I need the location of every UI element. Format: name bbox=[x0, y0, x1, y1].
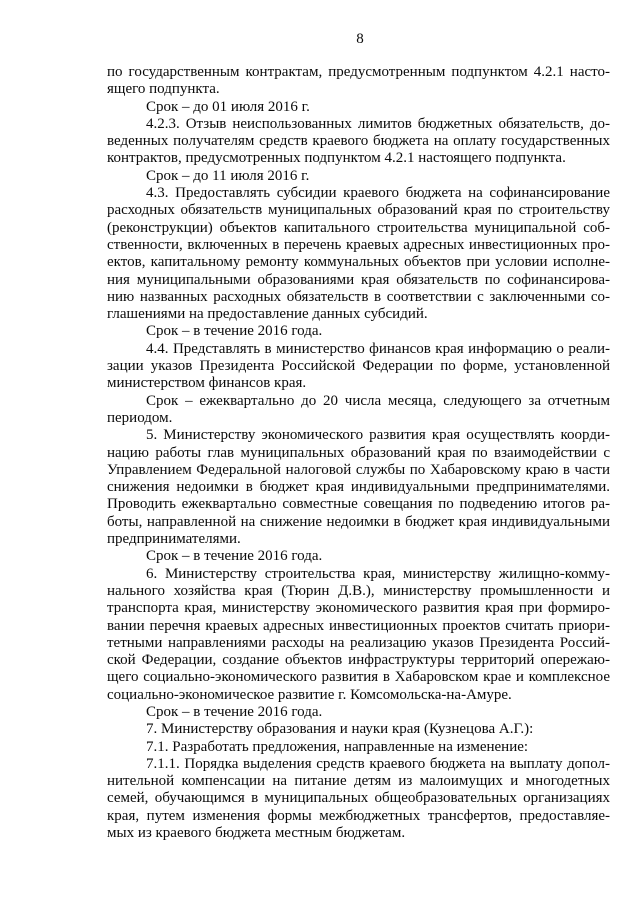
text-line: 4.2.3. Отзыв неиспользованных лимитов бюджетных обязательств, до- bbox=[146, 115, 610, 132]
text-line: Срок – ежеквартально до 20 числа месяца, следующего за отчетным bbox=[146, 392, 610, 409]
deadline-paragraph bbox=[107, 168, 610, 185]
clause-7 bbox=[107, 721, 610, 738]
clause-7-1 bbox=[107, 739, 610, 756]
page-number: 8 bbox=[356, 31, 364, 47]
text-line: предпринимателями. bbox=[107, 531, 241, 548]
text-line: 5. Министерству экономического развития края осуществлять коорди- bbox=[146, 427, 610, 444]
text-line: нию названных расходных обязательств в соответствии с заключенными со- bbox=[107, 288, 610, 305]
text-line: Срок – в течение 2016 года. bbox=[146, 548, 323, 565]
text-line: вании перечня краевых адресных инвестиционных проектов считать приори- bbox=[107, 617, 610, 634]
document-body bbox=[107, 64, 610, 842]
text-line: (реконструкции) объектов капитального строительства муниципальной соб- bbox=[107, 219, 610, 236]
text-line: Срок – в течение 2016 года. bbox=[146, 323, 323, 340]
deadline-paragraph bbox=[107, 99, 610, 116]
text-line: 6. Министерству строительства края, министерству жилищно-комму- bbox=[146, 565, 610, 582]
text-line: мых из краевого бюджета местным бюджетам. bbox=[107, 825, 406, 842]
text-line: периодом. bbox=[107, 409, 173, 426]
text-line: социально-экономическое развитие г. Комсомольска-на-Амуре. bbox=[107, 686, 512, 703]
text-line: 7. Министерству образования и науки края (Кузнецова А.Г.): bbox=[146, 721, 534, 738]
clause-7-1-1 bbox=[107, 756, 610, 842]
text-line: ния муниципальными образованиями края обязательств по софинансирова- bbox=[107, 271, 610, 288]
text-line: щего социально-экономического развития в Хабаровском крае и комплексное bbox=[107, 669, 610, 686]
text-line: 4.3. Предоставлять субсидии краевого бюджета на софинансирование bbox=[146, 185, 610, 202]
clause-4-4 bbox=[107, 341, 610, 393]
text-line: Проводить ежеквартально совместные совещания по подведению итогов ра- bbox=[107, 496, 610, 513]
deadline-paragraph bbox=[107, 548, 610, 565]
text-line: боты, направленной на снижение недоимки в бюджет края индивидуальными bbox=[107, 513, 610, 530]
text-line: транспорта края, министерству экономического развития края при формиро- bbox=[107, 600, 610, 617]
deadline-paragraph bbox=[107, 393, 610, 428]
text-line: ственности, включенных в перечень краевых адресных инвестиционных про- bbox=[107, 236, 610, 253]
text-line: министерством финансов края. bbox=[107, 375, 307, 392]
clause-4-3 bbox=[107, 185, 610, 323]
text-line: ектов, капитальному ремонту коммунальных объектов при условии исполне- bbox=[107, 254, 610, 271]
text-line: расходных обязательств муниципальных образований края по строительству bbox=[107, 202, 610, 219]
text-line: ящего подпункта. bbox=[107, 81, 220, 98]
continued-paragraph bbox=[107, 64, 610, 99]
text-line: нального хозяйства края (Тюрин Д.В.), министерству промышленности и bbox=[107, 582, 610, 599]
text-line: по государственным контрактам, предусмотренным подпунктом 4.2.1 насто- bbox=[107, 64, 610, 80]
text-line: зации указов Президента Российской Федерации по форме, установленной bbox=[107, 358, 610, 375]
text-line: ской Федерации, создание объектов инфраструктуры территорий опережаю- bbox=[107, 652, 610, 669]
clause-4-2-3 bbox=[107, 116, 610, 168]
clause-5 bbox=[107, 427, 610, 548]
text-line: Срок – в течение 2016 года. bbox=[146, 703, 323, 720]
text-line: края, путем изменения формы межбюджетных трансфертов, предоставляе- bbox=[107, 807, 610, 824]
deadline-paragraph bbox=[107, 704, 610, 721]
text-line: тетными направлениями расходы на реализацию указов Президента Россий- bbox=[107, 634, 610, 651]
text-line: 7.1. Разработать предложения, направленные на изменение: bbox=[146, 738, 529, 755]
text-line: Управлением Федеральной налоговой службы по Хабаровскому краю в части bbox=[107, 461, 610, 478]
text-line: снижения недоимки в бюджет края индивидуальными предпринимателями. bbox=[107, 479, 610, 496]
text-line: глашениями на предоставление данных субсидий. bbox=[107, 306, 428, 323]
text-line: нацию работы глав муниципальных образований края по взаимодействии с bbox=[107, 444, 610, 461]
deadline-paragraph bbox=[107, 323, 610, 340]
text-line: Срок – до 01 июля 2016 г. bbox=[146, 98, 310, 115]
clause-6 bbox=[107, 566, 610, 704]
text-line: веденных получателям средств краевого бюджета на оплату государственных bbox=[107, 133, 610, 150]
text-line: 4.4. Представлять в министерство финансов края информацию о реали- bbox=[146, 340, 610, 357]
text-line: контрактов, предусмотренных подпунктом 4.2.1 настоящего подпункта. bbox=[107, 150, 566, 167]
text-line: Срок – до 11 июля 2016 г. bbox=[146, 167, 310, 184]
text-line: нительной компенсации на питание детям из малоимущих и многодетных bbox=[107, 773, 610, 790]
text-line: семей, обучающимся в муниципальных общеобразовательных организациях bbox=[107, 790, 610, 807]
text-line: 7.1.1. Порядка выделения средств краевого бюджета на выплату допол- bbox=[146, 755, 610, 772]
